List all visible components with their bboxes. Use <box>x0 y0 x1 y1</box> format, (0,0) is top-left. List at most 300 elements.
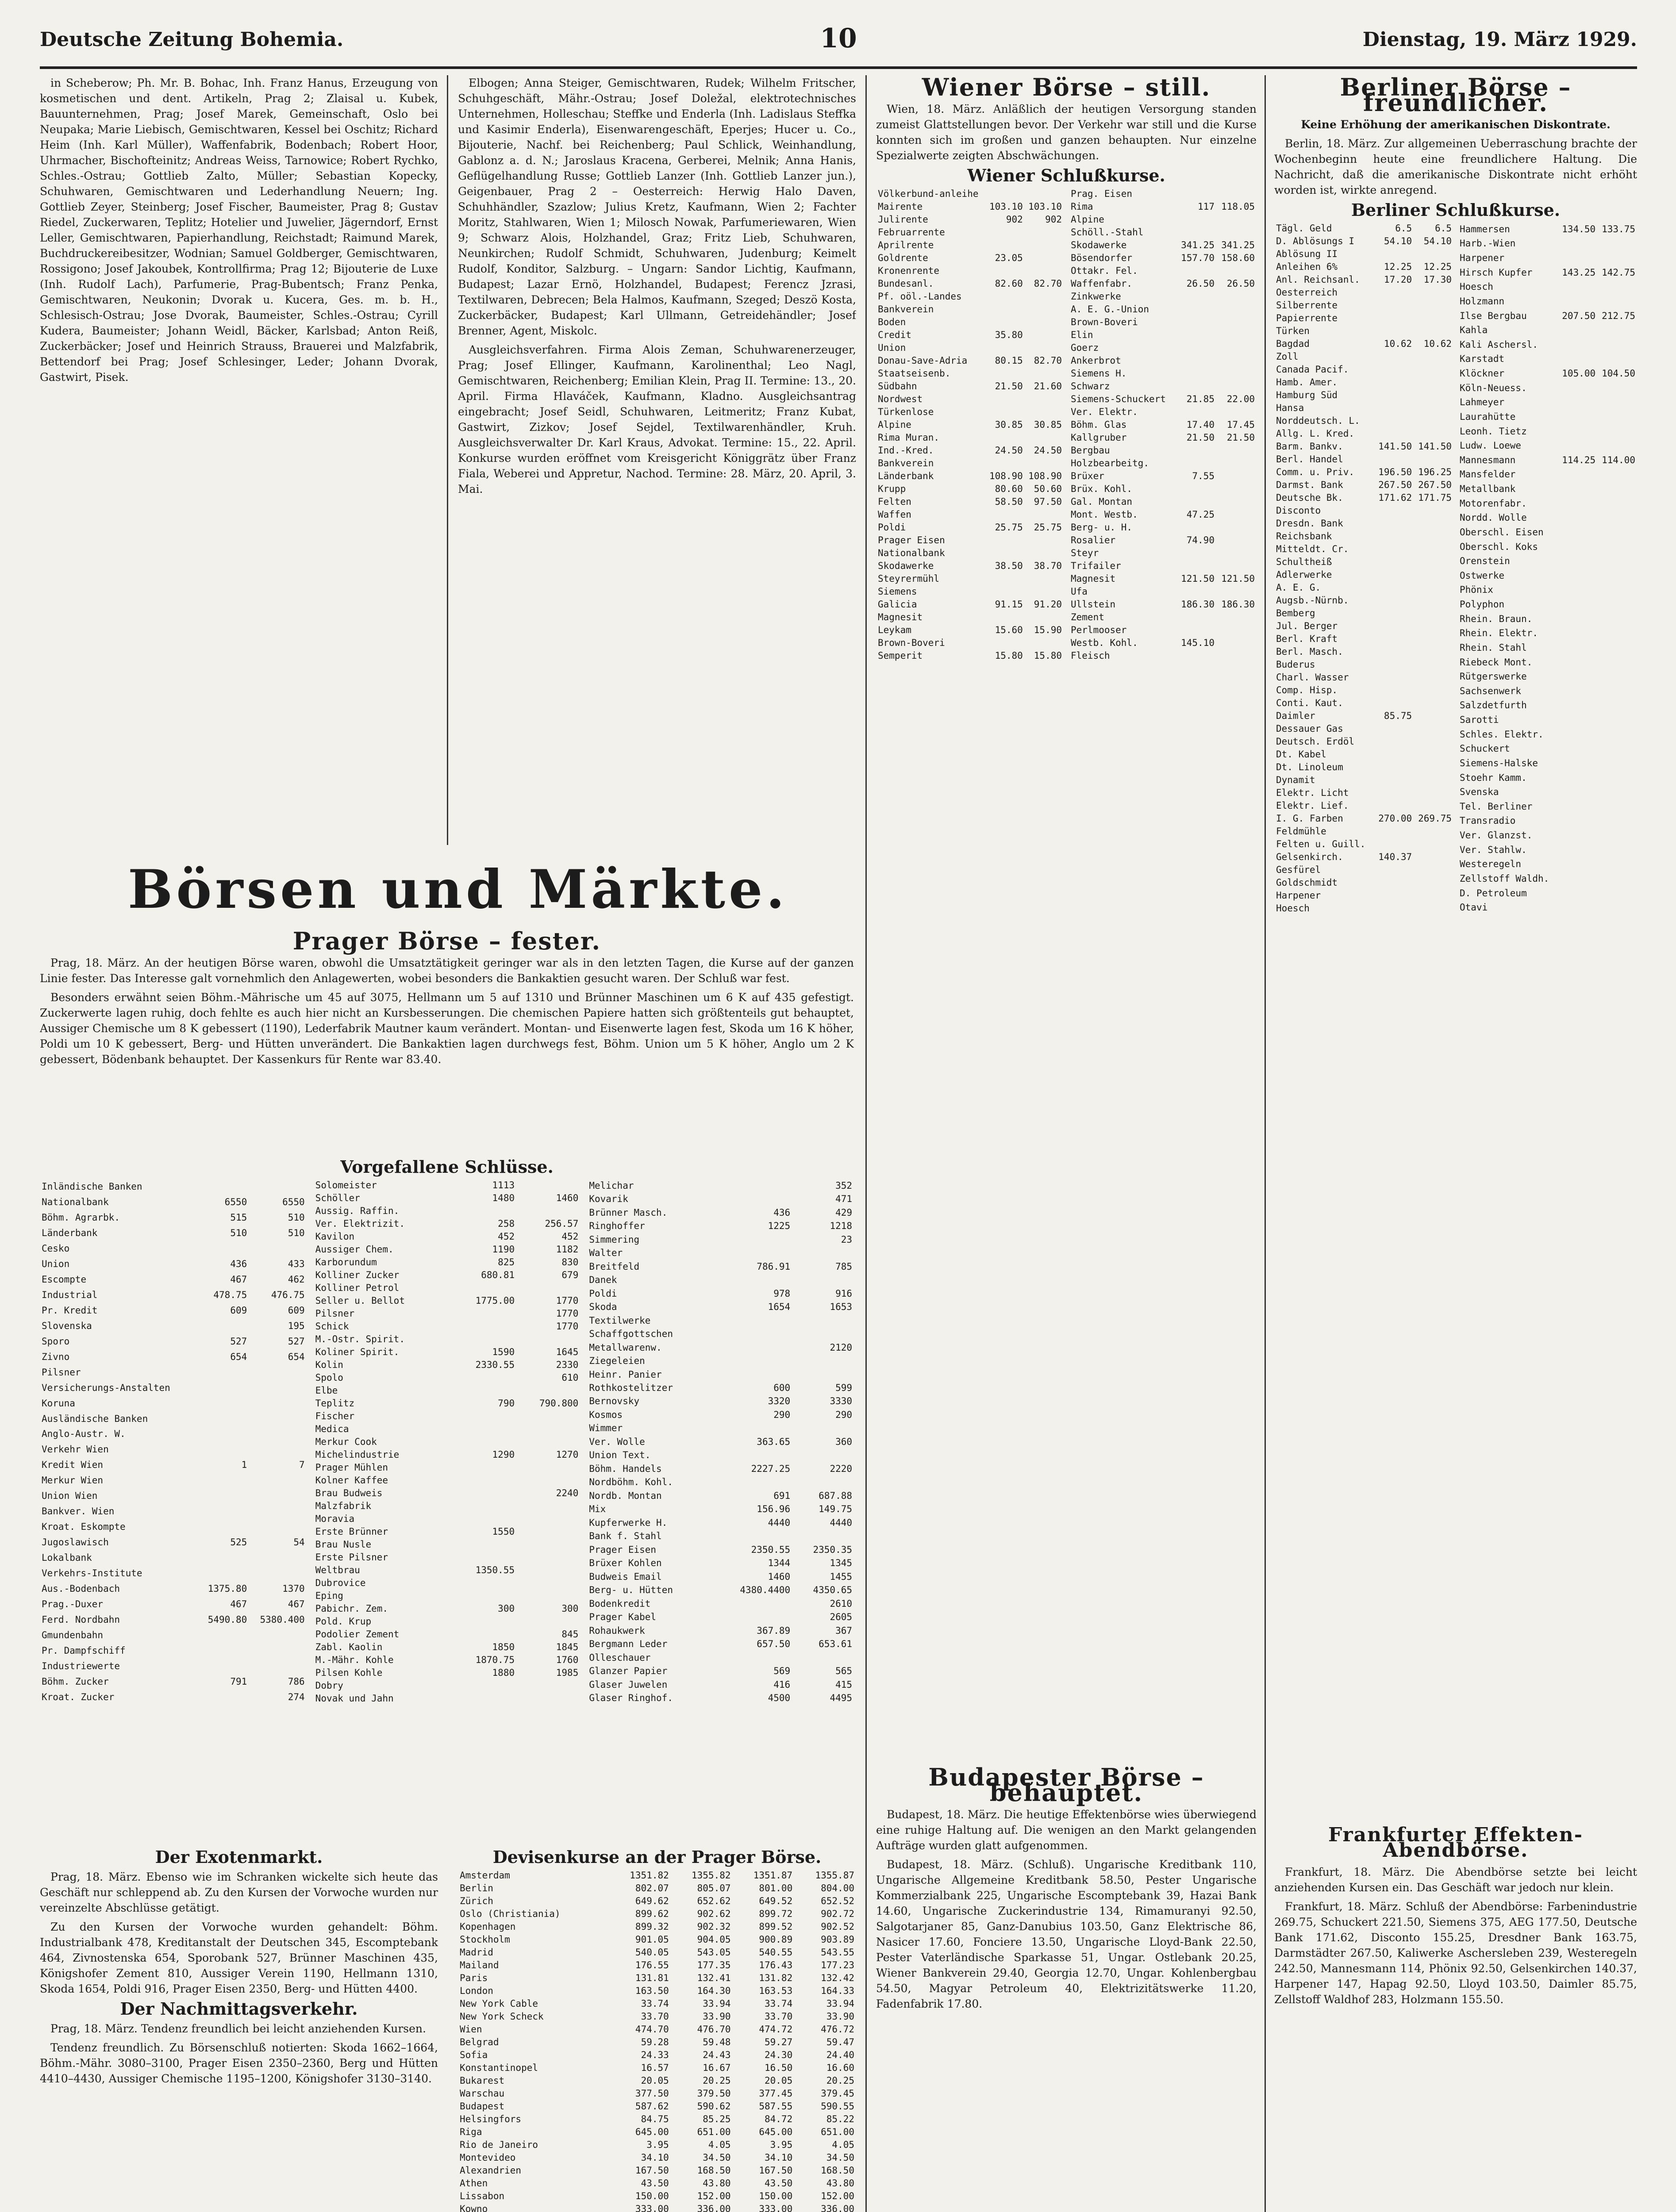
security-name: Koruna <box>42 1398 75 1409</box>
security-name: Heinr. Panier <box>589 1369 662 1380</box>
price-value: 478.75 <box>213 1289 247 1300</box>
price-value <box>453 1615 516 1628</box>
price-value <box>1597 699 1637 713</box>
rate-row <box>40 1194 307 1210</box>
price-value: 176.55 <box>635 1960 669 1970</box>
price-value <box>1414 774 1453 787</box>
afternoon-trade-title: Der Nachmittagsverkehr. <box>120 1999 358 2019</box>
rate-row <box>587 1530 854 1543</box>
price-value <box>198 1365 249 1380</box>
price-value: 21.50 <box>1226 432 1255 443</box>
rate-row <box>1069 316 1257 329</box>
price-value <box>198 1643 249 1659</box>
price-value <box>1597 280 1637 295</box>
price-value <box>249 1427 306 1442</box>
price-value: 352 <box>835 1180 853 1191</box>
rate-row <box>1274 671 1453 684</box>
price-value: 141.50 <box>1378 441 1412 452</box>
price-value: 791 <box>230 1676 247 1687</box>
price-value <box>1597 396 1637 410</box>
price-value: 121.50 <box>1221 573 1255 584</box>
exotic-market-text: Zu den Kursen der Vorwoche wurden gehandelt: Böhm. Industrialbank 478, Kreditanstalt der Deutschen 345, Escomptebank 464, Zivnostenska 654, Sporobank 527, Brünner Maschinen 435, Königshofer Zement 810, Aussiger Verein 1190, Hellmann 1310, Skoda 1654, Poldi 916, Prager Eisen 2350, Berg- und Hütten 4400. <box>40 1920 438 1995</box>
rate-row <box>1069 239 1257 252</box>
rate-row <box>1458 872 1637 886</box>
price-value: 654 <box>288 1351 305 1362</box>
price-value <box>453 1333 516 1346</box>
price-value: 845 <box>561 1629 579 1640</box>
security-name: Länderbank <box>878 471 934 481</box>
price-value <box>1414 299 1453 312</box>
rate-row <box>314 1384 580 1397</box>
price-value: 34.50 <box>703 2152 731 2163</box>
issue-date: Dienstag, 19. März 1929. <box>1362 28 1637 51</box>
rate-row <box>314 1333 580 1346</box>
price-value <box>986 547 1025 560</box>
security-name: M.-Mähr. Kohle <box>315 1655 394 1665</box>
currency-rates-title: Devisenkurse an der Prager Börse. <box>492 1847 822 1867</box>
price-value: 5490.80 <box>208 1614 247 1625</box>
price-value: 609 <box>288 1305 305 1316</box>
security-name: Zabl. Kaolin <box>315 1642 383 1652</box>
price-value <box>1414 415 1453 427</box>
price-value <box>1557 568 1597 583</box>
rate-row <box>1069 585 1257 598</box>
rate-row <box>587 1314 854 1327</box>
price-value: 16.67 <box>703 2062 731 2073</box>
security-name: Aussig. Raffin. <box>315 1206 400 1216</box>
security-name: Julirente <box>878 214 928 225</box>
price-value <box>986 431 1025 444</box>
security-name: Siemens H. <box>1071 368 1127 379</box>
security-name: Spolo <box>315 1372 343 1383</box>
security-name: Brau Nusle <box>315 1539 372 1550</box>
security-name: Bagdad <box>1276 338 1310 349</box>
price-value <box>453 1590 516 1602</box>
price-value <box>1597 828 1637 843</box>
price-value: 916 <box>835 1288 853 1299</box>
price-value <box>1414 312 1453 325</box>
security-name: Westeregeln <box>1460 859 1522 870</box>
rate-row <box>314 1654 580 1667</box>
price-value: 1880 <box>492 1667 515 1678</box>
rate-row <box>40 1225 307 1241</box>
security-name: Mont. Westb. <box>1071 509 1138 520</box>
price-value <box>249 1365 306 1380</box>
price-value <box>1557 511 1597 526</box>
insolvency-list-col1 <box>40 75 438 845</box>
rate-row <box>1458 438 1637 453</box>
rate-row <box>40 1473 307 1488</box>
security-name: Seller u. Bellot <box>315 1295 405 1306</box>
price-value <box>453 1320 516 1333</box>
price-value <box>792 1422 854 1435</box>
security-name: Schultheiß <box>1276 557 1332 567</box>
price-value: 1850 <box>492 1642 515 1652</box>
rate-row <box>1458 857 1637 872</box>
price-value: 377.45 <box>759 2088 793 2099</box>
security-name: Leykam <box>878 625 911 635</box>
rate-row <box>458 1882 856 1895</box>
price-value: 462 <box>288 1274 305 1285</box>
rate-row <box>458 1972 856 1985</box>
rate-row <box>1458 381 1637 396</box>
price-value: 790 <box>498 1398 515 1409</box>
price-value: 24.50 <box>995 445 1023 456</box>
rate-row <box>1274 517 1453 530</box>
price-value: 830 <box>561 1257 579 1267</box>
price-value <box>1557 699 1597 713</box>
price-value <box>714 1422 792 1435</box>
price-value: 1550 <box>492 1526 515 1537</box>
security-name: Hamburg Süd <box>1276 390 1338 400</box>
security-name: Pilsen Kohle <box>315 1667 383 1678</box>
budapest-exchange-intro: Budapest, 18. März. Die heutige Effektenbörse wies überwiegend eine ruhige Haltung auf. Die wenigen an den Markt gelangenden Aufträge wurden glatt aufgenommen. <box>876 1808 1257 1852</box>
security-name: Ilse Bergbau <box>1460 310 1527 321</box>
security-name: Anleihen 6% <box>1276 261 1338 272</box>
price-value: 21.50 <box>995 381 1023 392</box>
security-name: Union Text. <box>589 1450 651 1461</box>
price-value <box>1597 468 1637 482</box>
price-value <box>1374 517 1414 530</box>
price-value: 59.27 <box>765 2037 793 2047</box>
rate-row <box>458 1985 856 1997</box>
rate-row <box>1274 325 1453 338</box>
rate-row <box>876 290 1064 303</box>
price-value: 15.90 <box>1034 625 1062 635</box>
price-value: 186.30 <box>1221 599 1255 610</box>
vienna-exchange-title: Wiener Börse – still. <box>922 75 1211 101</box>
price-value <box>453 1282 516 1294</box>
rate-row <box>876 470 1064 483</box>
price-value: 1218 <box>830 1221 853 1232</box>
price-value: 649.52 <box>759 1896 793 1906</box>
rate-row <box>1274 735 1453 748</box>
security-name: Dynamit <box>1276 775 1315 785</box>
price-value <box>1176 406 1216 419</box>
price-value: 805.07 <box>697 1883 731 1893</box>
rate-row <box>1458 410 1637 424</box>
security-name: Gelsenkirch. <box>1276 852 1343 862</box>
security-name: Bodenkredit <box>589 1598 651 1609</box>
security-name: Rio de Janeiro <box>460 2139 538 2150</box>
rate-row <box>1274 722 1453 735</box>
security-name: Pr. Dampfschiff <box>42 1645 126 1656</box>
price-value <box>1374 722 1414 735</box>
price-value <box>986 265 1025 277</box>
security-name: Waffen <box>878 509 911 520</box>
price-value: 367.89 <box>757 1625 791 1636</box>
price-value: 20.05 <box>641 2075 669 2086</box>
price-value <box>986 508 1025 521</box>
price-value: 91.20 <box>1034 599 1062 610</box>
rate-row <box>1458 612 1637 626</box>
page-header <box>40 18 1637 69</box>
security-name: Amsterdam <box>460 1870 510 1881</box>
price-value <box>453 1628 516 1641</box>
rate-row <box>1274 645 1453 658</box>
price-value: 1355.82 <box>691 1870 731 1881</box>
price-value <box>516 1474 580 1487</box>
insolvency-text-3: Ausgleichsverfahren. Firma Alois Zeman, Schuhwarenerzeuger, Prag; Josef Ellinger, Kaufmann, Karolinenthal; Leo Nagl, Gemischtwaren, Reichenberg; Emilian Klein, Prag II. Termine: 13., 20. April. Firma Hlaváček, Kaufmann, Kladno. Ausgleichsantrag eingebracht; Josef Seidl, Schuhwaren, Leitmeritz; Franz Kubat, Gastwirt, Zizkov; Josef Sejdel, Textilwarenhändler, Kruh. Ausgleichsverwalter Dr. Karl Kraus, Advokat. Termine: 15., 22. April. Konkurse wurden eröffnet vom Kreisgericht Königgrätz über Franz Fiala, Weberei und Appretur, Nachod. Termine: 28. März, 20. April, 3. Mai. <box>458 343 856 495</box>
security-name: Kahla <box>1460 325 1488 336</box>
price-value <box>1557 828 1597 843</box>
rate-row <box>1458 785 1637 799</box>
price-value <box>1374 658 1414 671</box>
price-value <box>453 1500 516 1513</box>
price-value: 176.43 <box>759 1960 793 1970</box>
rate-row <box>40 1396 307 1411</box>
price-value: 35.80 <box>995 330 1023 340</box>
rate-row <box>587 1557 854 1570</box>
price-value: 10.62 <box>1423 338 1452 349</box>
price-value <box>714 1246 792 1260</box>
price-value <box>1414 684 1453 697</box>
price-value: 527 <box>230 1336 247 1347</box>
rate-row <box>458 2074 856 2087</box>
security-name: Bernovsky <box>589 1396 640 1407</box>
rate-row <box>458 2010 856 2023</box>
security-name: Trifailer <box>1071 561 1121 571</box>
rate-row <box>876 316 1064 329</box>
price-value: 471 <box>835 1194 853 1205</box>
price-value: 15.60 <box>995 625 1023 635</box>
price-value <box>249 1396 306 1411</box>
price-value <box>1176 316 1216 329</box>
security-name: Semperit <box>878 650 923 661</box>
price-value: 476.72 <box>821 2024 854 2035</box>
security-name: Kolliner Zucker <box>315 1270 400 1280</box>
security-name: Union <box>878 342 906 353</box>
security-name: Ullstein <box>1071 599 1116 610</box>
price-value <box>1216 406 1257 419</box>
price-value <box>1374 415 1414 427</box>
price-value: 336.00 <box>821 2204 854 2212</box>
rate-row <box>458 2177 856 2190</box>
price-value <box>198 1179 249 1194</box>
rate-row <box>314 1269 580 1282</box>
closing-prices-section <box>40 1155 854 1796</box>
rate-row <box>40 1303 307 1318</box>
rate-row <box>876 252 1064 265</box>
price-value: 54 <box>293 1537 305 1548</box>
security-name: Kosmos <box>589 1409 623 1420</box>
price-value <box>714 1192 792 1206</box>
price-value <box>1557 323 1597 338</box>
rate-row <box>458 1997 856 2010</box>
rate-row <box>1458 468 1637 482</box>
price-value <box>1216 483 1257 495</box>
price-value: 379.50 <box>697 2088 731 2099</box>
price-value: 196.50 <box>1378 467 1412 477</box>
budapest-exchange-title: Budapester Börse – behauptet. <box>928 1765 1204 1807</box>
rate-row <box>587 1287 854 1300</box>
price-value: 377.50 <box>635 2088 669 2099</box>
rate-row <box>876 611 1064 624</box>
price-value <box>1374 568 1414 581</box>
price-value: 1770 <box>556 1321 579 1332</box>
price-value <box>1025 342 1064 354</box>
price-value <box>1557 742 1597 757</box>
price-value <box>1374 787 1414 799</box>
price-value: 17.45 <box>1226 419 1255 430</box>
price-value <box>516 1282 580 1294</box>
price-value <box>1597 756 1637 771</box>
security-name: Lahmeyer <box>1460 397 1505 408</box>
security-name: Nordböhm. Kohl. <box>589 1477 673 1488</box>
price-value: 158.60 <box>1221 253 1255 263</box>
security-name: Jugoslawisch <box>42 1537 109 1548</box>
price-value <box>453 1371 516 1384</box>
price-value <box>1597 886 1637 901</box>
rate-row <box>40 1241 307 1256</box>
price-value <box>1414 607 1453 620</box>
rate-row <box>1274 415 1453 427</box>
rate-row <box>314 1346 580 1359</box>
price-value <box>1414 658 1453 671</box>
security-name: Mailand <box>460 1960 499 1970</box>
security-name: Medica <box>315 1424 349 1434</box>
price-value <box>1176 547 1216 560</box>
rate-row <box>876 624 1064 637</box>
price-value: 540.05 <box>635 1947 669 1958</box>
price-value <box>1025 316 1064 329</box>
rate-row <box>314 1679 580 1692</box>
prague-exchange-text: Besonders erwähnt seien Böhm.-Mährische um 45 auf 3075, Hellmann um 5 auf 1310 und Brünner Maschinen um 6 K auf 435 gefestigt. Zuckerwerte lagen ruhig, doch fehlte es auch hier nicht an Kursbesserungen. Die chemischen Papiere hatten sich größtenteils gut behauptet, Aussiger Chemische um 8 K gebessert (1190), Lederfabrik Mautner kaum verändert. Montan- und Eisenwerte lagen fest, Skoda um 16 K höher, Poldi um 10 K gebessert, Berg- und Hütten unverändert. Die Bankaktien lagen durchwegs fest, Böhm. Union um 5 K höher, Anglo um 2 K gebessert, Bödenbank behauptet. Der Kassenkurs für Rente war 83.40. <box>40 991 854 1066</box>
security-name: Prager Eisen <box>589 1544 657 1555</box>
security-name: Ver. Glanzst. <box>1460 830 1533 841</box>
price-value <box>453 1692 516 1705</box>
price-value <box>986 637 1025 649</box>
price-value: 654 <box>230 1351 247 1362</box>
price-value <box>1414 453 1453 466</box>
price-value: 1460 <box>768 1571 791 1582</box>
price-value: 20.25 <box>826 2075 854 2086</box>
price-value <box>1216 624 1257 637</box>
closing-prices-table-2 <box>314 1179 580 1705</box>
price-value <box>1597 684 1637 699</box>
price-value: 17.30 <box>1423 274 1452 285</box>
price-value: 1225 <box>768 1221 791 1232</box>
price-value: 467 <box>288 1599 305 1610</box>
price-value: 1370 <box>282 1583 305 1594</box>
price-value <box>1176 495 1216 508</box>
price-value <box>1597 323 1637 338</box>
rate-row <box>314 1641 580 1654</box>
rate-row <box>587 1664 854 1678</box>
security-name: Salzdetfurth <box>1460 700 1527 711</box>
rate-row <box>587 1273 854 1286</box>
price-value: 21.60 <box>1034 381 1062 392</box>
price-value: 899.72 <box>759 1909 793 1919</box>
rate-row <box>314 1423 580 1436</box>
price-value: 4380.4400 <box>740 1585 791 1596</box>
price-value: 609 <box>230 1305 247 1316</box>
rate-row <box>40 1442 307 1457</box>
price-value: 6.5 <box>1395 223 1412 234</box>
price-value <box>1374 876 1414 889</box>
security-name: Holzbearbeitg. <box>1071 458 1149 469</box>
price-value: 452 <box>561 1231 579 1242</box>
rate-row <box>1274 273 1453 286</box>
price-value <box>1557 525 1597 540</box>
security-name: Berl. Kraft <box>1276 634 1338 644</box>
rate-row <box>314 1179 580 1192</box>
price-value <box>1557 410 1597 424</box>
rate-row <box>876 598 1064 611</box>
security-name: Hoesch <box>1276 903 1310 914</box>
price-value: 1351.82 <box>630 1870 669 1881</box>
price-value: 645.00 <box>635 2127 669 2137</box>
price-value: 30.85 <box>995 419 1023 430</box>
frankfurt-exchange-text: Frankfurt, 18. März. Schluß der Abendbörse: Farbenindustrie 269.75, Schuckert 221.50, Siemens 375, AEG 177.50, Deutsche Bank 171.62, Disconto 155.25, Dresdner Bank 163.75, Darmstädter 267.50, Kaliwerke Aschersleben 239, Westeregeln 242.50, Mannesmann 114, Phönix 92.50, Gelsenkirchen 140.37, Harpener 147, Hapag 92.50, Lloyd 103.50, Daimler 85.75, Zellstoff Waldhof 283, Holzmann 155.50. <box>1274 1900 1637 2006</box>
price-value: 651.00 <box>821 2127 854 2137</box>
rate-row <box>1458 699 1637 713</box>
price-value <box>249 1504 306 1519</box>
price-value <box>1374 825 1414 838</box>
security-name: Elin <box>1071 330 1093 340</box>
price-value <box>453 1474 516 1487</box>
price-value: 114.00 <box>1602 454 1635 465</box>
price-value <box>1557 669 1597 684</box>
security-name: Harpener <box>1460 253 1505 264</box>
rate-row <box>1458 554 1637 568</box>
price-value: 25.75 <box>1034 522 1062 533</box>
security-name: Steyr <box>1071 548 1099 558</box>
security-name: Nordd. Wolle <box>1460 512 1527 523</box>
price-value <box>1597 381 1637 396</box>
price-value: 476.75 <box>271 1289 305 1300</box>
rate-row <box>1069 367 1257 380</box>
rate-row <box>1069 354 1257 367</box>
rate-row <box>1069 213 1257 226</box>
price-value <box>714 1530 792 1543</box>
rate-row <box>314 1410 580 1423</box>
rate-row <box>1458 496 1637 511</box>
security-name: Disconto <box>1276 505 1321 516</box>
price-value <box>1025 290 1064 303</box>
security-name: Zoll <box>1276 351 1299 362</box>
prague-exchange-intro: Prag, 18. März. An der heutigen Börse waren, obwohl die Umsatztätigkeit geringer war als in den letzten Tagen, die Kurse auf der ganzen Linie fester. Das Interesse galt vornehmlich den Anlagewerten, wobei besonders die Bankaktien gesucht waren. Der Schluß war fest. <box>40 956 854 985</box>
price-value: 6550 <box>224 1196 247 1207</box>
price-value: 600 <box>773 1382 791 1393</box>
price-value: 649.62 <box>635 1896 669 1906</box>
security-name: Dubrovice <box>315 1578 366 1588</box>
price-value <box>1597 713 1637 727</box>
rate-row <box>1274 684 1453 697</box>
rate-row <box>314 1397 580 1410</box>
price-value: 691 <box>773 1490 791 1501</box>
security-name: Böhm. Handels <box>589 1463 662 1474</box>
rate-row <box>1274 466 1453 479</box>
rate-row <box>1274 876 1453 889</box>
price-value: 645.00 <box>759 2127 793 2137</box>
vienna-closing-table-2 <box>1069 188 1257 662</box>
price-value: 300 <box>561 1603 579 1614</box>
price-value: 2330 <box>556 1359 579 1370</box>
price-value: 467 <box>230 1599 247 1610</box>
price-value: 543.05 <box>697 1947 731 1958</box>
rate-row <box>458 2023 856 2036</box>
price-value <box>249 1179 306 1194</box>
price-value: 599 <box>835 1382 853 1393</box>
security-name: Perlmooser <box>1071 625 1127 635</box>
rate-row <box>587 1462 854 1475</box>
price-value <box>1374 838 1414 851</box>
price-value <box>1374 389 1414 402</box>
price-value <box>792 1476 854 1489</box>
security-name: Kovarik <box>589 1194 628 1205</box>
rate-row <box>40 1411 307 1427</box>
